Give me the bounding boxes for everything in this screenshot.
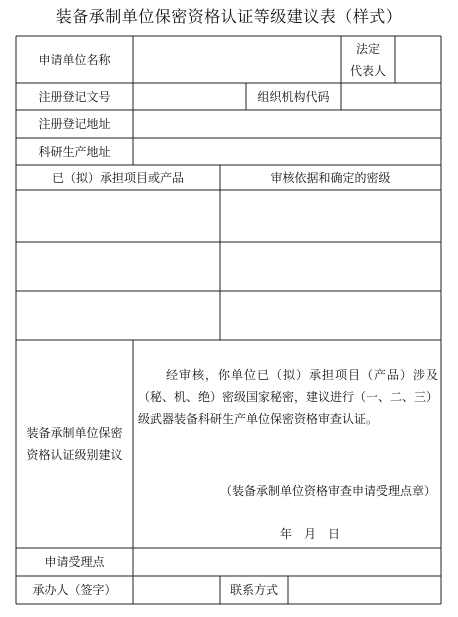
recommendation-text: 经审核，你单位已（拟）承担项目（产品）涉及（秘、机、绝）密级国家秘密，建议进行（一、二、三）级武器装备科研生产单位保密资格审查认证。 xyxy=(138,368,439,426)
legal-representative-label xyxy=(341,36,395,83)
legal-rep-label-line1: 法定 xyxy=(355,41,380,56)
project-entry-3[interactable] xyxy=(16,291,220,340)
contact-field[interactable] xyxy=(288,576,441,604)
legal-rep-label-line2: 代表人 xyxy=(349,63,386,78)
contact-label: 联系方式 xyxy=(229,583,278,597)
page-title: 装备承制单位保密资格认证等级建议表（样式） xyxy=(55,7,403,26)
classification-entry-2[interactable] xyxy=(220,242,441,291)
acceptance-stamp-note: （装备承制单位资格审查申请受理点章） xyxy=(219,484,436,498)
registration-doc-no-label: 注册登记文号 xyxy=(38,89,111,104)
project-entry-2[interactable] xyxy=(16,242,220,291)
date-line: 年 月 日 xyxy=(279,527,340,541)
project-entry-1[interactable] xyxy=(16,190,220,242)
projects-column-header: 已（拟）承担项目或产品 xyxy=(51,170,184,185)
handler-signature-label: 承办人（签字） xyxy=(32,583,117,597)
acceptance-point-label: 申请受理点 xyxy=(44,555,105,569)
recommendation-label-line2: 资格认证级别建议 xyxy=(26,448,123,462)
org-code-field[interactable] xyxy=(341,83,441,110)
org-code-label: 组织机构代码 xyxy=(257,89,330,104)
acceptance-point-field[interactable] xyxy=(133,548,441,576)
classification-entry-1[interactable] xyxy=(220,190,441,242)
rnd-address-label: 科研生产地址 xyxy=(38,144,111,159)
registration-address-field[interactable] xyxy=(133,110,441,138)
handler-signature-field[interactable] xyxy=(133,576,220,604)
applicant-name-label: 申请单位名称 xyxy=(38,52,111,67)
applicant-name-field[interactable] xyxy=(133,36,341,83)
registration-address-label: 注册登记地址 xyxy=(38,117,111,131)
classification-column-header: 审核依据和确定的密级 xyxy=(270,170,391,185)
legal-representative-field[interactable] xyxy=(395,36,441,83)
classification-entry-3[interactable] xyxy=(220,291,441,340)
recommendation-label-line1: 装备承制单位保密 xyxy=(26,426,123,440)
rnd-address-field[interactable] xyxy=(133,138,441,165)
recommendation-label xyxy=(16,340,133,548)
registration-doc-no-field[interactable] xyxy=(133,83,246,110)
